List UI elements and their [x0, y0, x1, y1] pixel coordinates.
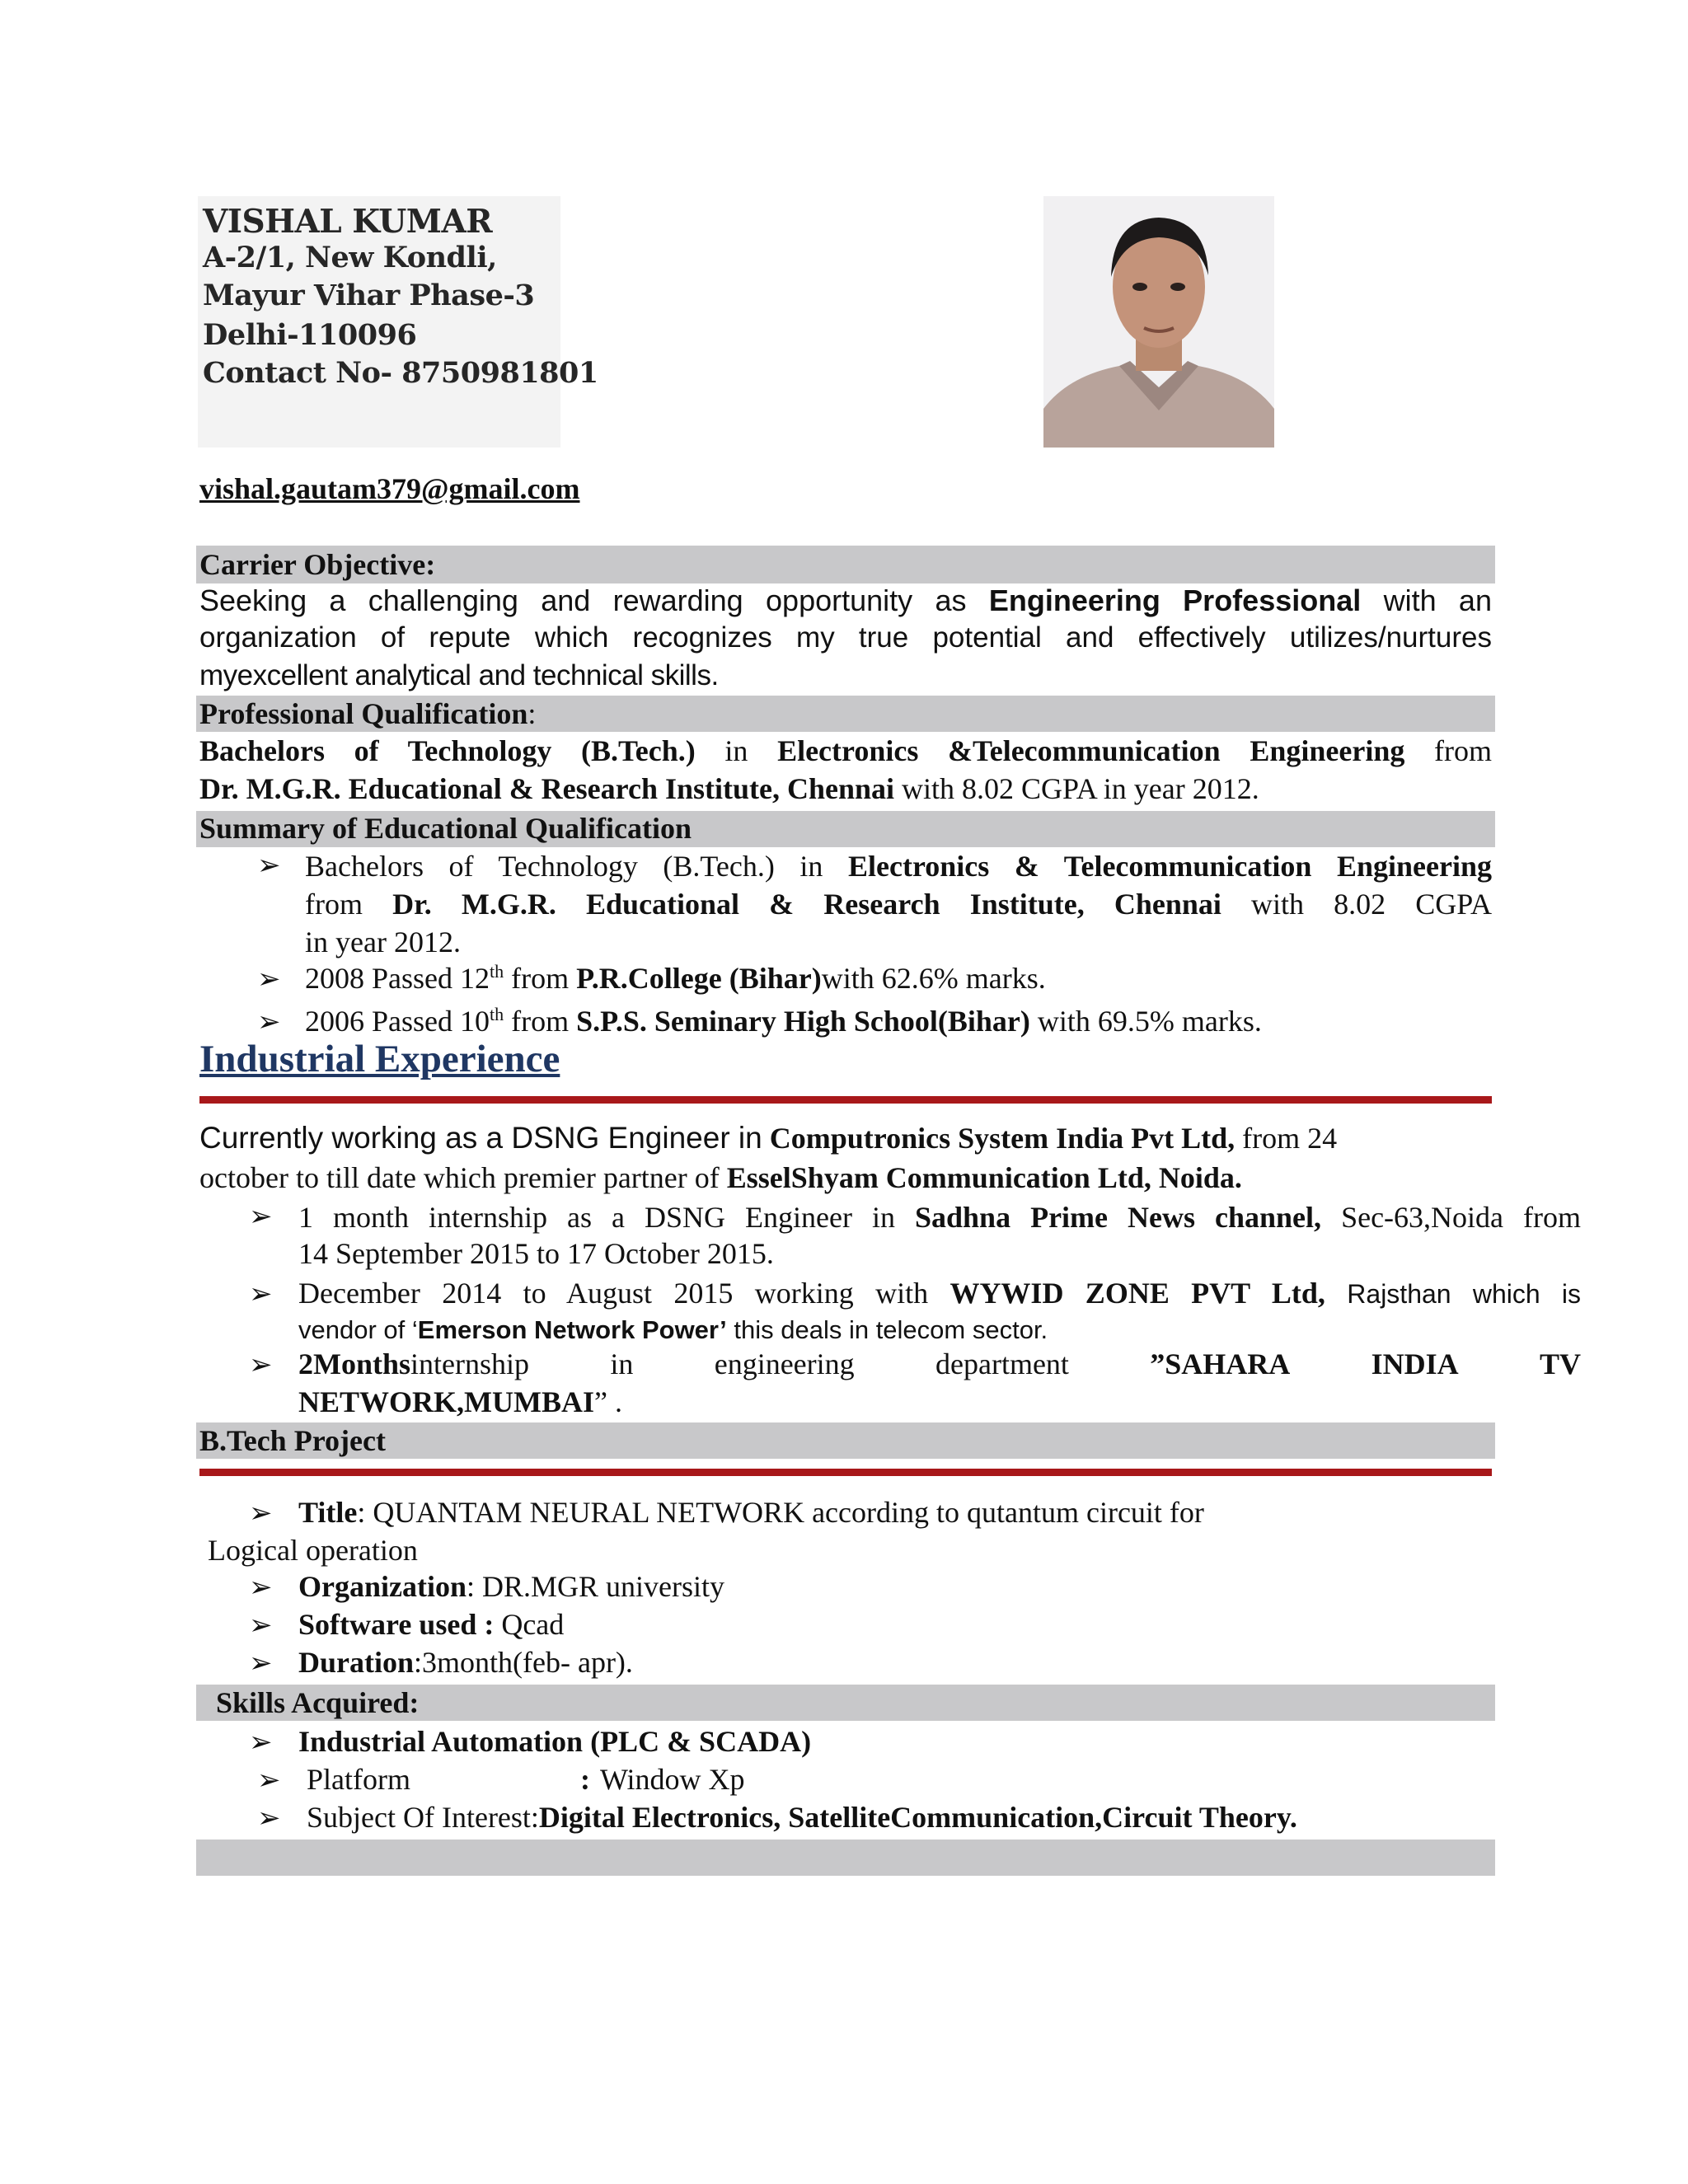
- duration-label: Duration: [298, 1646, 415, 1679]
- degree-name: Bachelors of Technology (B.Tech.): [199, 734, 696, 767]
- skill-item-2: [307, 1762, 745, 1797]
- superscript: th: [490, 961, 504, 982]
- summary-item-2: [305, 961, 1046, 996]
- experience-text: this deals in telecom sector.: [734, 1315, 1048, 1344]
- bullet-arrow-icon: ➢: [249, 1647, 273, 1680]
- bullet-arrow-icon: ➢: [249, 1497, 273, 1530]
- duration-value: :3month(feb- apr).: [414, 1646, 633, 1679]
- professional-text: with 8.02 CGPA in year 2012.: [902, 772, 1259, 805]
- organization-label: Organization: [298, 1570, 467, 1603]
- skill-item-1: Industrial Automation (PLC & SCADA): [298, 1725, 812, 1758]
- project-organization: [298, 1569, 724, 1604]
- industrial-experience-heading: Industrial Experience: [199, 1038, 560, 1080]
- summary-text: from: [305, 888, 363, 921]
- objective-line-3: myexcellent analytical and technical skills.: [199, 659, 719, 691]
- section-divider-red: [199, 1096, 1492, 1104]
- project-title-value: : QUANTAM NEURAL NETWORK according to qutantum circuit for: [357, 1496, 1204, 1529]
- experience-item-1-line-2: 14 September 2015 to 17 October 2015.: [298, 1237, 774, 1270]
- project-duration: [298, 1645, 633, 1680]
- experience-text: department: [935, 1347, 1069, 1380]
- current-job-text: Currently working as a DSNG Engineer in: [199, 1121, 762, 1155]
- bullet-arrow-icon: ➢: [257, 1764, 281, 1797]
- experience-item-3-line-1: [298, 1347, 1581, 1381]
- bullet-arrow-icon: ➢: [249, 1277, 273, 1310]
- objective-heading: Carrier Objective:: [199, 548, 436, 581]
- interest-label: Subject Of Interest:: [307, 1801, 539, 1834]
- experience-item-1-line-1: [298, 1200, 1581, 1235]
- summary-text: with 62.6% marks.: [821, 962, 1046, 995]
- summary-text: 2006 Passed 10: [305, 1005, 490, 1038]
- bullet-arrow-icon: ➢: [249, 1200, 273, 1233]
- summary-item-3: [305, 1004, 1262, 1038]
- project-title-continued: Logical operation: [208, 1534, 418, 1567]
- platform-label: Platform: [307, 1763, 410, 1796]
- employer-name: TV: [1540, 1347, 1582, 1380]
- bullet-arrow-icon: ➢: [249, 1609, 273, 1642]
- project-software: [298, 1607, 564, 1642]
- software-value: Qcad: [501, 1608, 565, 1641]
- address-line-2: Mayur Vihar Phase-3: [203, 279, 535, 312]
- section-divider-red: [199, 1469, 1492, 1476]
- experience-text: 1 month internship as a DSNG Engineer in: [298, 1201, 895, 1234]
- summary-institute: Dr. M.G.R. Educational & Research Institute, Chennai: [392, 888, 1221, 921]
- experience-text: December 2014 to August 2015 working with: [298, 1277, 929, 1310]
- summary-text: from: [511, 962, 570, 995]
- objective-text: Seeking a challenging and rewarding opportunity as: [199, 583, 967, 617]
- objective-text: with an: [1383, 583, 1492, 617]
- objective-text: organization of repute which recognizes my true potential and effectively utilizes/nurtures: [199, 621, 1492, 654]
- employer-name: WYWID ZONE PVT Ltd,: [950, 1277, 1325, 1310]
- summary-heading: Summary of Educational Qualification: [199, 812, 692, 845]
- vendor-name: Emerson Network Power’: [417, 1315, 727, 1344]
- project-title-label: Title: [298, 1496, 358, 1529]
- experience-text: in: [610, 1347, 634, 1380]
- header-contact-block: [198, 196, 598, 448]
- bullet-arrow-icon: ➢: [257, 1005, 281, 1038]
- summary-text: Bachelors of Technology (B.Tech.) in: [305, 850, 823, 883]
- experience-item-2-line-1: [298, 1276, 1581, 1310]
- candidate-name: VISHAL KUMAR: [203, 203, 493, 241]
- experience-text: Sec-63,Noida from: [1341, 1201, 1581, 1234]
- duration-text: 2Months: [298, 1347, 411, 1380]
- bullet-arrow-icon: ➢: [257, 963, 281, 996]
- contact-number: Contact No- 8750981801: [203, 356, 598, 390]
- address-line-1: A-2/1, New Kondli,: [203, 241, 497, 274]
- platform-value: Window Xp: [600, 1763, 745, 1796]
- degree-branch: Electronics &Telecommunication Engineering: [777, 734, 1405, 767]
- professional-line-2: [199, 771, 1259, 806]
- professional-line-1: [199, 733, 1492, 768]
- professional-text: in: [724, 734, 748, 767]
- employer-name: ”SAHARA: [1150, 1347, 1291, 1380]
- summary-text: from: [511, 1005, 570, 1038]
- objective-highlight: Engineering Professional: [988, 583, 1362, 617]
- project-title-line: [298, 1495, 1204, 1530]
- professional-heading: [199, 696, 536, 731]
- profile-photo: [1043, 196, 1274, 448]
- professional-heading-text: Professional Qualification: [199, 697, 528, 730]
- current-job-line-2: [199, 1160, 1242, 1195]
- school-name: P.R.College (Bihar): [576, 962, 822, 995]
- company-name: Computronics System India Pvt Ltd,: [769, 1122, 1236, 1155]
- current-job-text: from 24: [1242, 1122, 1338, 1155]
- employer-name: NETWORK,MUMBAI: [298, 1385, 594, 1418]
- institute-name: Dr. M.G.R. Educational & Research Institute, Chennai: [199, 772, 895, 805]
- skills-heading-word: Skills: [216, 1686, 286, 1719]
- summary-item-1-line-2: [305, 887, 1492, 921]
- employer-name: Sadhna Prime News channel,: [914, 1201, 1322, 1234]
- skills-heading: [216, 1685, 419, 1720]
- skills-heading-word: Acquired:: [291, 1686, 420, 1719]
- project-heading: B.Tech Project: [199, 1424, 386, 1457]
- summary-item-1-line-3: in year 2012.: [305, 926, 461, 958]
- bullet-arrow-icon: ➢: [257, 849, 281, 882]
- email-link[interactable]: vishal.gautam379@gmail.com: [199, 472, 580, 505]
- summary-text: with 69.5% marks.: [1037, 1005, 1262, 1038]
- employer-name: INDIA: [1371, 1347, 1459, 1380]
- objective-line-1: [199, 583, 1492, 618]
- professional-text: from: [1434, 734, 1493, 767]
- experience-item-3-line-2: [298, 1385, 622, 1419]
- current-job-line-1: [199, 1121, 1337, 1155]
- summary-text: 2008 Passed 12: [305, 962, 490, 995]
- objective-line-2: [199, 621, 1492, 654]
- experience-text: engineering: [714, 1347, 855, 1380]
- experience-text: ” .: [594, 1385, 622, 1418]
- skill-item-3: [307, 1800, 1297, 1835]
- experience-text: vendor of ‘: [298, 1315, 418, 1344]
- summary-text: with 8.02 CGPA: [1251, 888, 1492, 921]
- summary-item-1-line-1: [305, 849, 1492, 883]
- partner-company: EsselShyam Communication Ltd, Noida.: [726, 1161, 1242, 1194]
- address-line-3: Delhi-110096: [203, 318, 417, 352]
- current-job-text: october to till date which premier partner of: [199, 1161, 720, 1194]
- experience-text: Rajsthan which is: [1347, 1279, 1581, 1309]
- bullet-arrow-icon: ➢: [249, 1571, 273, 1604]
- section-band-empty: [196, 1840, 1495, 1876]
- interest-value: Digital Electronics, SatelliteCommunication,Circuit Theory.: [538, 1801, 1297, 1834]
- software-label: Software used :: [298, 1608, 495, 1641]
- experience-text: internship: [410, 1347, 530, 1380]
- summary-branch: Electronics & Telecommunication Engineering: [848, 850, 1493, 883]
- bullet-arrow-icon: ➢: [257, 1802, 281, 1835]
- bullet-arrow-icon: ➢: [249, 1726, 273, 1759]
- section-band-project: [196, 1422, 1495, 1459]
- school-name: S.P.S. Seminary High School(Bihar): [576, 1005, 1030, 1038]
- experience-item-2-line-2: [298, 1315, 1048, 1345]
- heading-colon: :: [528, 697, 537, 730]
- organization-value: : DR.MGR university: [467, 1570, 725, 1603]
- bullet-arrow-icon: ➢: [249, 1348, 273, 1381]
- superscript: th: [490, 1004, 504, 1024]
- platform-colon: :: [580, 1763, 590, 1796]
